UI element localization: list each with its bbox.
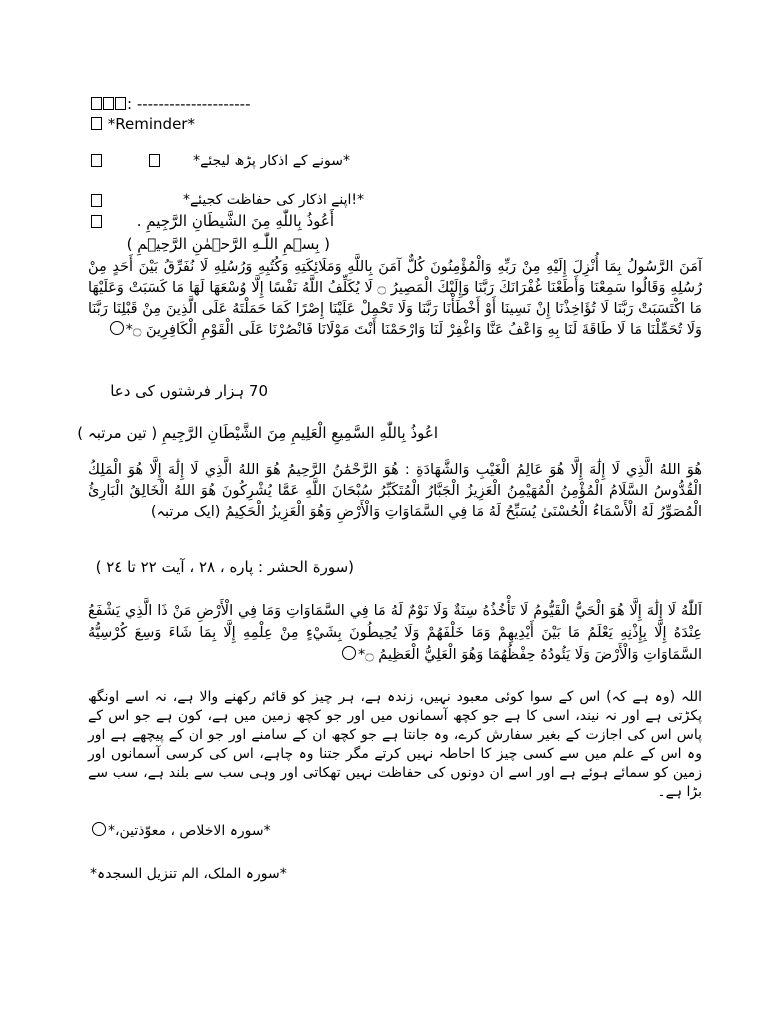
- protect-line-box: [91, 193, 103, 211]
- amana-rasul-text: آمَنَ الرَّسُولُ بِمَا أُنْزِلَ إِلَيْهِ مِنْ رَبِّهِ وَالْمُؤْمِنُونَ كُلٌّ آمَنَ بِاللَّهِ وَمَلَائِكَتِهِ وَكُتُبِهِ وَرُسُلِهِ لَا نُفَرِّقُ بَيْنَ أَحَدٍ مِنْ رُسُلِهِ وَقَالُوا سَمِعْنَا وَأَطَعْنَا غُفْرَانَكَ رَبَّنَا وَإِلَيْكَ الْمَصِيرُ ۝ لَا يُكَلِّفُ اللَّهُ نَفْسًا إِلَّا وُسْعَهَا لَهَا مَا كَسَبَتْ وَعَلَيْهَا مَا اكْتَسَبَتْ رَبَّنَا لَا تُؤَاخِذْنَا إِنْ نَسِينَا أَوْ أَخْطَأْنَا رَبَّنَا وَلَا تَحْمِلْ عَلَيْنَا إِصْرًا كَمَا حَمَلْتَهُ عَلَى الَّذِينَ مِنْ قَبْلِنَا رَبَّنَا وَلَا تُحَمِّلْنَا مَا لَا طَاقَةَ لَنَا بِهِ وَاعْفُ عَنَّا وَاغْفِرْ لَنَا وَارْحَمْنَا أَنْتَ مَوْلَانَا فَانْصُرْنَا عَلَى الْقَوْمِ الْكَافِرِينَ ۝*: [88, 259, 702, 338]
- protect-title: *!اپنے اذکار کی حفاظت کجیئے*: [182, 192, 364, 208]
- ayatul-kursi-block: [88, 600, 702, 666]
- auzu-line-box: [91, 214, 103, 232]
- missing-glyph-icon: [91, 154, 102, 167]
- huwallah-block: هُوَ اللهُ الَّذِي لَا إِلَٰهَ إِلَّا هُوَ عَالِمُ الْغَيْبِ وَالشَّهَادَةِ : هُوَ الرَّحْمَٰنُ الرَّحِيمُ هُوَ اللهُ الَّذِي لَا إِلَٰهَ إِلَّا هُوَ الْمَلِكُ الْقُدُّوسُ السَّلَامُ الْمُؤْمِنُ الْمُهَيْمِنُ الْعَزِيزُ الْجَبَّارُ الْمُتَكَبِّرُ سُبْحَانَ اللَّهِ عَمَّا يُشْرِكُونَ هُوَ اللهُ الْخَالِقُ الْبَارِئُ الْمُصَوِّرُ لَهُ الْأَسْمَاءُ الْحُسْنَىٰ يُسَبِّحُ لَهُ مَا فِي السَّمَاوَاتِ وَالْأَرْضِ وَهُوَ الْعَزِيزُ الْحَكِيمُ (ایک مرتبہ): [88, 462, 702, 520]
- circle-icon: [342, 646, 356, 660]
- header-line: [91, 95, 251, 115]
- ayatul-kursi-text: اَللّٰهُ لَا إِلَٰهَ إِلَّا هُوَ الْحَيُّ الْقَيُّومُ لَا تَأْخُذُهُ سِنَةٌ وَلَا نَوْمٌ لَهُ مَا فِي السَّمَاوَاتِ وَمَا فِي الْأَرْضِ مَنْ ذَا الَّذِي يَشْفَعُ عِنْدَهُ إِلَّا بِإِذْنِهِ يَعْلَمُ مَا بَيْنَ أَيْدِيهِمْ وَمَا خَلْفَهُمْ وَلَا يُحِيطُونَ بِشَيْءٍ مِنْ عِلْمِهِ إِلَّا بِمَا شَاءَ وَسِعَ كُرْسِيُّهُ السَّمَاوَاتِ وَالْأَرْضَ وَلَا يَئُودُهُ حِفْظُهُمَا وَهُوَ الْعَلِيُّ الْعَظِيمُ ۝*: [88, 603, 702, 663]
- ikhlas-line: [90, 822, 271, 840]
- header-dashes: : ---------------------: [127, 95, 251, 113]
- surah-hashr-ref: (سورة الحشر : پاره ، ٢٨ ، آیت ٢٢ تا ٢٤ ): [95, 558, 354, 576]
- sleep-title-glyph: [149, 153, 161, 171]
- missing-glyph-icon: [91, 117, 102, 130]
- sleep-title: *سونے کے اذکار پڑھ لیجئے*: [193, 153, 350, 169]
- amana-rasul-block: [88, 257, 702, 341]
- seventy-thousand-title: 70 ہزار فرشتوں کی دعا: [110, 382, 268, 400]
- missing-glyph-icon: [91, 215, 102, 228]
- auzubillah-text: أَعُوذُ بِاللّٰهِ مِنَ الشَّیطَانِ الرَّجِیمِ .: [136, 212, 334, 230]
- missing-glyph-icon: [149, 154, 160, 167]
- reminder-text: *Reminder*: [107, 115, 195, 133]
- missing-glyph-icon: [115, 97, 126, 110]
- missing-glyph-icon: [103, 97, 114, 110]
- missing-glyph-icon: [91, 97, 102, 110]
- ikhlas-text: *سورہ الاخلاص ، معوّذتین،*: [108, 823, 271, 839]
- missing-glyph-icon: [91, 194, 102, 207]
- urdu-translation: اللہ (وہ ہے کہ) اس کے سوا کوئی معبود نہیں، زندہ ہے، ہر چیز کو قائم رکھنے والا ہے، نہ اسے اونگھ پکڑتی ہے اور نہ نیند، اسی کا ہے جو کچھ آسمانوں میں اور جو کچھ زمین میں ہے، کون ہے جو اس کے پاس اس کی اجازت کے بغیر سفارش کرے، وہ جانتا ہے جو کچھ ان کے سامنے اور جو ان کے پیچھے ہے اور وہ اس کے علم میں سے کسی چیز کا احاطہ نہیں کرتے مگر جتنا وہ چاہے، اس کی کرسی آسمانوں اور زمین کو سمائے ہوئے ہے اور اسے ان دونوں کی حفاظت نہیں تھکاتی اور وہی سب سے بلند ہے، سب سے بڑا ہے۔: [88, 689, 702, 800]
- mulk-line: *سورہ الملک، الم تنزیل السجدہ*: [90, 866, 287, 882]
- sleep-title-line: [91, 153, 103, 171]
- reminder-line: [91, 115, 195, 135]
- circle-icon: [110, 321, 124, 335]
- circle-icon: [92, 822, 106, 836]
- auzu-samee-text: اعُوذُ بِاللّٰهِ السَّمِيعِ الْعَلِيمِ مِنَ الشَّيْطَانِ الرَّجِيمِ ( تین مرتبہ ): [77, 424, 438, 442]
- bismillah-text: ( بِسۡمِ اللّٰـهِ الرَّحۡمٰنِ الرَّحِيۡمِ ): [126, 235, 330, 253]
